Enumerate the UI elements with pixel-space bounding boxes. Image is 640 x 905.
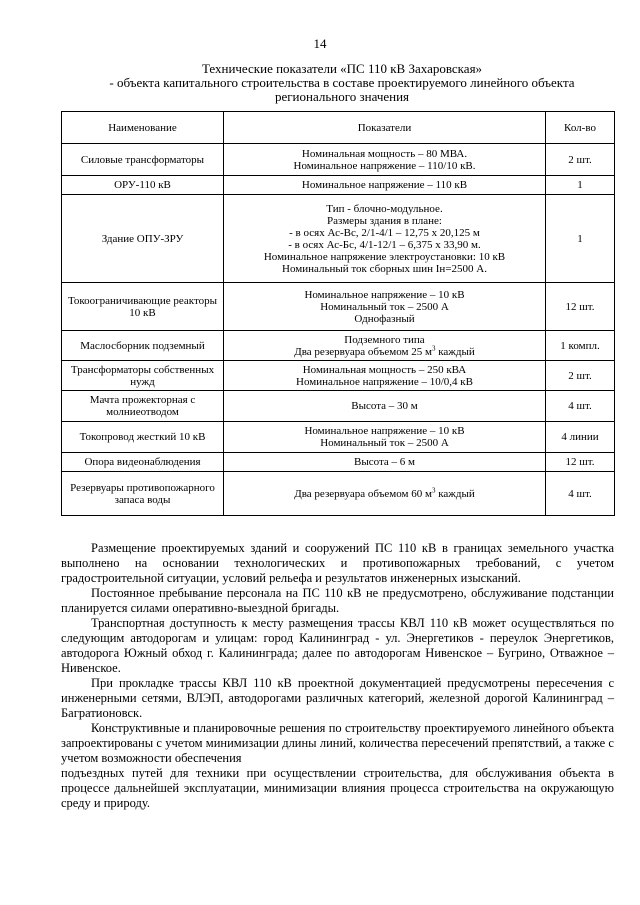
row-qty: 2 шт.: [546, 144, 615, 176]
row-name: ОРУ-110 кВ: [62, 176, 224, 195]
row-name: Трансформаторы собственных нужд: [62, 361, 224, 391]
table-row: [62, 361, 615, 391]
table-row: [62, 422, 615, 453]
row-qty: 1: [546, 195, 615, 283]
title-line-3: регионального значения: [274, 89, 410, 104]
paragraph: Размещение проектируемых зданий и сооружений ПС 110 кВ в границах земельного участка выполнено на основании технологических и противопожарных требований, с учетом градостроительной ситуации, условий рельефа и результатов инженерных изысканий.: [61, 541, 614, 585]
indicator-line: Номинальное напряжение – 110/10 кВ.: [293, 159, 476, 172]
row-qty: 1 компл.: [546, 331, 615, 361]
row-name: Резервуары противопожарного запаса воды: [62, 472, 224, 516]
header-name: Наименование: [62, 112, 224, 144]
row-indicators: [224, 331, 546, 361]
indicator-line: Номинальная мощность – 250 кВА: [302, 363, 467, 376]
document-title: [82, 62, 602, 104]
row-name: Здание ОПУ-ЗРУ: [62, 195, 224, 283]
indicator-line: Номинальный ток сборных шин Iн=2500 А.: [282, 262, 487, 275]
indicator-line: Номинальное напряжение – 10 кВ: [304, 425, 465, 437]
row-qty: 12 шт.: [546, 283, 615, 331]
specs-table: [61, 111, 615, 516]
indicator-line: Номинальный ток – 2500 А: [320, 437, 449, 449]
indicator-line: Номинальное напряжение – 110 кВ: [301, 179, 468, 191]
row-name: Опора видеонаблюдения: [62, 453, 224, 472]
indicator-line: Размеры здания в плане:: [327, 214, 442, 227]
table-row: [62, 453, 615, 472]
row-indicators: [224, 361, 546, 391]
paragraph: Транспортная доступность к месту размещения трассы КВЛ 110 кВ может осуществляться по следующим автодорогам и улицам: город Калининград - ул. Энергетиков - переулок Энергетиков, автодорога Южный обход г. Калининграда; далее по автодорогам Нивенское – Бугрино, Отважное –Нивенское.: [61, 616, 614, 675]
paragraph: Постоянное пребывание персонала на ПС 110 кВ не предусмотрено, обслуживание подстанции планируется силами оперативно-выездной бригады.: [61, 586, 614, 615]
indicator-line: Номинальный ток – 2500 А: [320, 300, 449, 313]
table-row: [62, 283, 615, 331]
title-line-2: - объекта капитального строительства в составе проектируемого линейного объекта: [109, 75, 575, 90]
indicator-line: Номинальное напряжение электроустановки: 10 кВ: [263, 250, 506, 263]
paragraph: При прокладке трассы КВЛ 110 кВ проектной документацией предусмотрены пересечения с инженерными сетями, ВЛЭП, автодорогами различных категорий, железной дорогой Калининград – Багратионовск.: [61, 676, 614, 720]
indicator-line: Номинальная мощность – 80 МВА.: [301, 147, 468, 160]
row-name: Мачта прожекторная с молниеотводом: [62, 391, 224, 422]
row-qty: 4 шт.: [546, 472, 615, 516]
row-indicators: [224, 391, 546, 422]
page-number: 14: [313, 36, 327, 51]
table-row: [62, 472, 615, 516]
row-indicators: [224, 422, 546, 453]
indicator-line: Два резервуара объемом 25 $м^3$ каждый: [294, 343, 475, 358]
row-qty: 1: [546, 176, 615, 195]
indicator-line: Подземного типа: [344, 333, 425, 346]
header-qty: Кол-во: [546, 112, 615, 144]
indicator-line: Высота – 30 м: [351, 400, 418, 412]
header-indicators: Показатели: [224, 112, 546, 144]
body-text: [61, 541, 614, 811]
row-name: Токоограничивающие реакторы 10 кВ: [62, 283, 224, 331]
row-indicators: [224, 176, 546, 195]
row-indicators: [224, 283, 546, 331]
indicator-line: - в осях Ас-Вс, 2/1-4/1 – 12,75 х 20,125 м: [289, 226, 480, 239]
row-name: Маслосборник подземный: [62, 331, 224, 361]
table-row: [62, 331, 615, 361]
table-row: [62, 391, 615, 422]
table-row: [62, 195, 615, 283]
indicator-line: Тип - блочно-модульное.: [326, 202, 443, 215]
paragraph: подъездных путей для техники при осуществлении строительства, для обслуживания объекта в процессе дальнейшей эксплуатации, минимизации влияния процесса строительства на окружающую среду и природу.: [61, 766, 614, 810]
table-header-row: [62, 112, 615, 144]
row-qty: 12 шт.: [546, 453, 615, 472]
table-row: [62, 176, 615, 195]
indicator-line: Два резервуара объемом 60 $м^3$ каждый: [294, 485, 475, 500]
row-qty: 4 шт.: [546, 391, 615, 422]
indicator-line: Однофазный: [354, 312, 415, 325]
paragraph: Конструктивные и планировочные решения по строительству проектируемого линейного объекта запроектированы с учетом минимизации длины линий, количества пересечений препятствий, а также с учетом возможности обеспечения: [61, 721, 614, 765]
row-indicators: [224, 453, 546, 472]
row-indicators: [224, 472, 546, 516]
indicator-line: - в осях Ас-Бс, 4/1-12/1 – 6,375 х 33,90 м.: [288, 238, 481, 251]
row-indicators: [224, 144, 546, 176]
row-name: Токопровод жесткий 10 кВ: [62, 422, 224, 453]
row-name: Силовые трансформаторы: [62, 144, 224, 176]
row-qty: 2 шт.: [546, 361, 615, 391]
row-qty: 4 линии: [546, 422, 615, 453]
indicator-line: Номинальное напряжение – 10 кВ: [304, 288, 465, 301]
indicator-line: Номинальное напряжение – 10/0,4 кВ: [296, 375, 473, 388]
indicator-line: Высота – 6 м: [354, 456, 415, 468]
title-line-1: Технические показатели «ПС 110 кВ Захаровская»: [201, 61, 483, 76]
table-row: [62, 144, 615, 176]
row-indicators: [224, 195, 546, 283]
